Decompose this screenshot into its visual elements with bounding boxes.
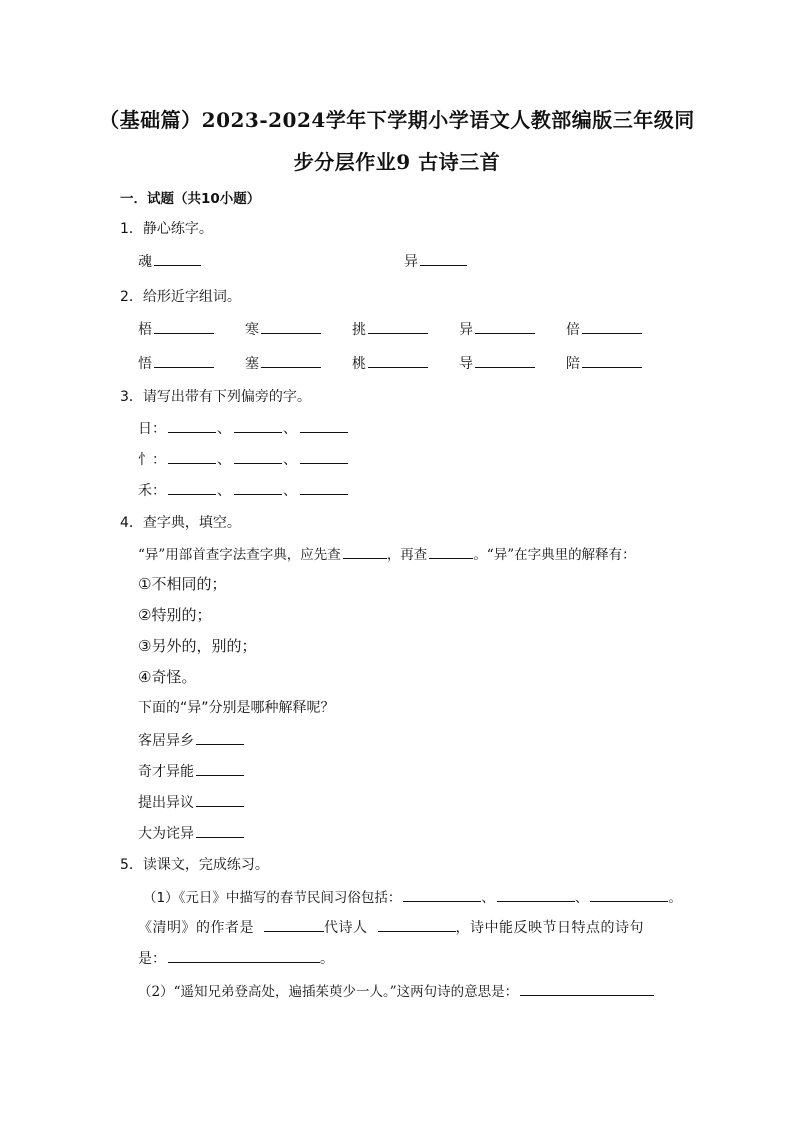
q2-char: 塞 (245, 356, 259, 372)
radical-label: 忄： (138, 452, 166, 468)
phrase-text: 大为诧异 (138, 826, 194, 842)
meaning-2: ②特别的； (138, 606, 212, 624)
answer-blank[interactable] (420, 251, 467, 266)
meaning-4: ④奇怪。 (138, 668, 197, 686)
answer-blank[interactable] (582, 319, 642, 334)
q2-char: 梧 (138, 322, 152, 338)
q2-item (352, 353, 428, 373)
answer-blank[interactable] (234, 418, 282, 433)
q4-text: ，再查 (386, 547, 428, 563)
q2-item (245, 319, 321, 339)
q2-char: 桃 (352, 356, 366, 372)
phrase-text: 客居异乡 (138, 733, 194, 749)
q4-phrase (138, 792, 244, 812)
meaning-1: ①不相同的； (138, 575, 227, 593)
answer-blank[interactable] (234, 480, 282, 495)
q3-row (138, 418, 348, 438)
document-title-line1: （基础篇）2023-2024学年下学期小学语文人教部编版三年级同 (99, 108, 695, 132)
answer-blank[interactable] (168, 948, 320, 963)
separator: 、 (481, 890, 495, 906)
q3-row (138, 449, 348, 469)
answer-blank[interactable] (234, 449, 282, 464)
answer-blank[interactable] (343, 544, 387, 559)
q2-item (566, 319, 642, 339)
period: 。 (320, 951, 334, 967)
q5-text: 代诗人 (324, 920, 368, 936)
answer-blank[interactable] (196, 823, 244, 838)
meaning-3: ③另外的，别的； (138, 637, 257, 655)
answer-blank[interactable] (168, 480, 216, 495)
answer-blank[interactable] (168, 418, 216, 433)
answer-blank[interactable] (300, 418, 348, 433)
answer-blank[interactable] (196, 761, 244, 776)
q2-char: 异 (459, 322, 473, 338)
q5-part1-line2 (138, 917, 644, 937)
answer-blank[interactable] (582, 353, 642, 368)
q5-text: 是： (138, 951, 166, 967)
q5-text: （2）“遥知兄弟登高处，遍插茱萸少一人。”这两句诗的意思是： (138, 984, 519, 1000)
answer-blank[interactable] (154, 319, 214, 334)
answer-blank[interactable] (520, 981, 654, 996)
answer-blank[interactable] (264, 917, 324, 932)
answer-blank[interactable] (403, 887, 481, 902)
separator: 、 (283, 421, 297, 437)
phrase-text: 提出异议 (138, 795, 194, 811)
answer-blank[interactable] (261, 353, 321, 368)
q2-item (138, 319, 214, 339)
q4-text: “异”用部首查字法查字典，应先查 (138, 547, 341, 563)
q2-item (138, 353, 214, 373)
answer-blank[interactable] (429, 544, 473, 559)
answer-blank[interactable] (368, 353, 428, 368)
answer-blank[interactable] (590, 887, 668, 902)
phrase-text: 奇才异能 (138, 764, 194, 780)
q1-item-2 (404, 251, 467, 271)
q4-phrase (138, 761, 244, 781)
q2-item (566, 353, 642, 373)
q2-stem: 2．给形近字组词。 (120, 289, 241, 305)
separator: 、 (217, 421, 231, 437)
q1-stem: 1．静心练字。 (120, 221, 213, 237)
q2-char: 陪 (566, 356, 580, 372)
q4-phrase (138, 823, 244, 843)
q1-char: 魂 (138, 254, 152, 270)
q5-part1-line3 (138, 948, 334, 968)
q5-text: （1）《元日》中描写的春节民间习俗包括： (143, 890, 402, 906)
q2-char: 挑 (352, 322, 366, 338)
q2-item (245, 353, 321, 373)
q2-char: 倍 (566, 322, 580, 338)
answer-blank[interactable] (261, 319, 321, 334)
answer-blank[interactable] (300, 449, 348, 464)
q5-text: ，诗中能反映节日特点的诗句 (455, 920, 644, 936)
q4-text: 。“异”在字典里的解释有： (473, 547, 636, 563)
answer-blank[interactable] (368, 319, 428, 334)
radical-label: 禾： (138, 483, 166, 499)
document-title-line2: 步分层作业9 古诗三首 (293, 150, 501, 174)
answer-blank[interactable] (300, 480, 348, 495)
q2-item (352, 319, 428, 339)
answer-blank[interactable] (168, 449, 216, 464)
q2-char: 悟 (138, 356, 152, 372)
q5-text: 《清明》的作者是 (138, 920, 254, 936)
answer-blank[interactable] (196, 730, 244, 745)
q2-char: 寒 (245, 322, 259, 338)
separator: 、 (283, 483, 297, 499)
q2-char: 导 (459, 356, 473, 372)
q5-part2 (138, 980, 654, 1000)
answer-blank[interactable] (497, 887, 575, 902)
answer-blank[interactable] (154, 353, 214, 368)
q1-char: 异 (404, 254, 418, 270)
q2-item (459, 319, 535, 339)
separator: 、 (574, 890, 589, 906)
answer-blank[interactable] (154, 251, 201, 266)
separator: 、 (217, 452, 231, 468)
section-heading: 一．试题（共10小题） (120, 191, 261, 207)
q2-item (459, 353, 535, 373)
period: 。 (668, 890, 682, 906)
q1-item-1 (138, 251, 201, 271)
q4-paragraph (138, 543, 636, 563)
q5-part1-line1 (143, 886, 682, 906)
q3-stem: 3．请写出带有下列偏旁的字。 (120, 389, 311, 405)
answer-blank[interactable] (475, 319, 535, 334)
q3-row (138, 480, 348, 500)
q4-phrase (138, 730, 244, 750)
radical-label: 日： (138, 421, 166, 437)
separator: 、 (283, 452, 297, 468)
separator: 、 (217, 483, 231, 499)
answer-blank[interactable] (378, 917, 456, 932)
q4-ask: 下面的“异”分别是哪种解释呢？ (138, 700, 335, 716)
q4-stem: 4．查字典，填空。 (120, 515, 241, 531)
q5-stem: 5．读课文，完成练习。 (120, 857, 269, 873)
answer-blank[interactable] (475, 353, 535, 368)
answer-blank[interactable] (196, 792, 244, 807)
